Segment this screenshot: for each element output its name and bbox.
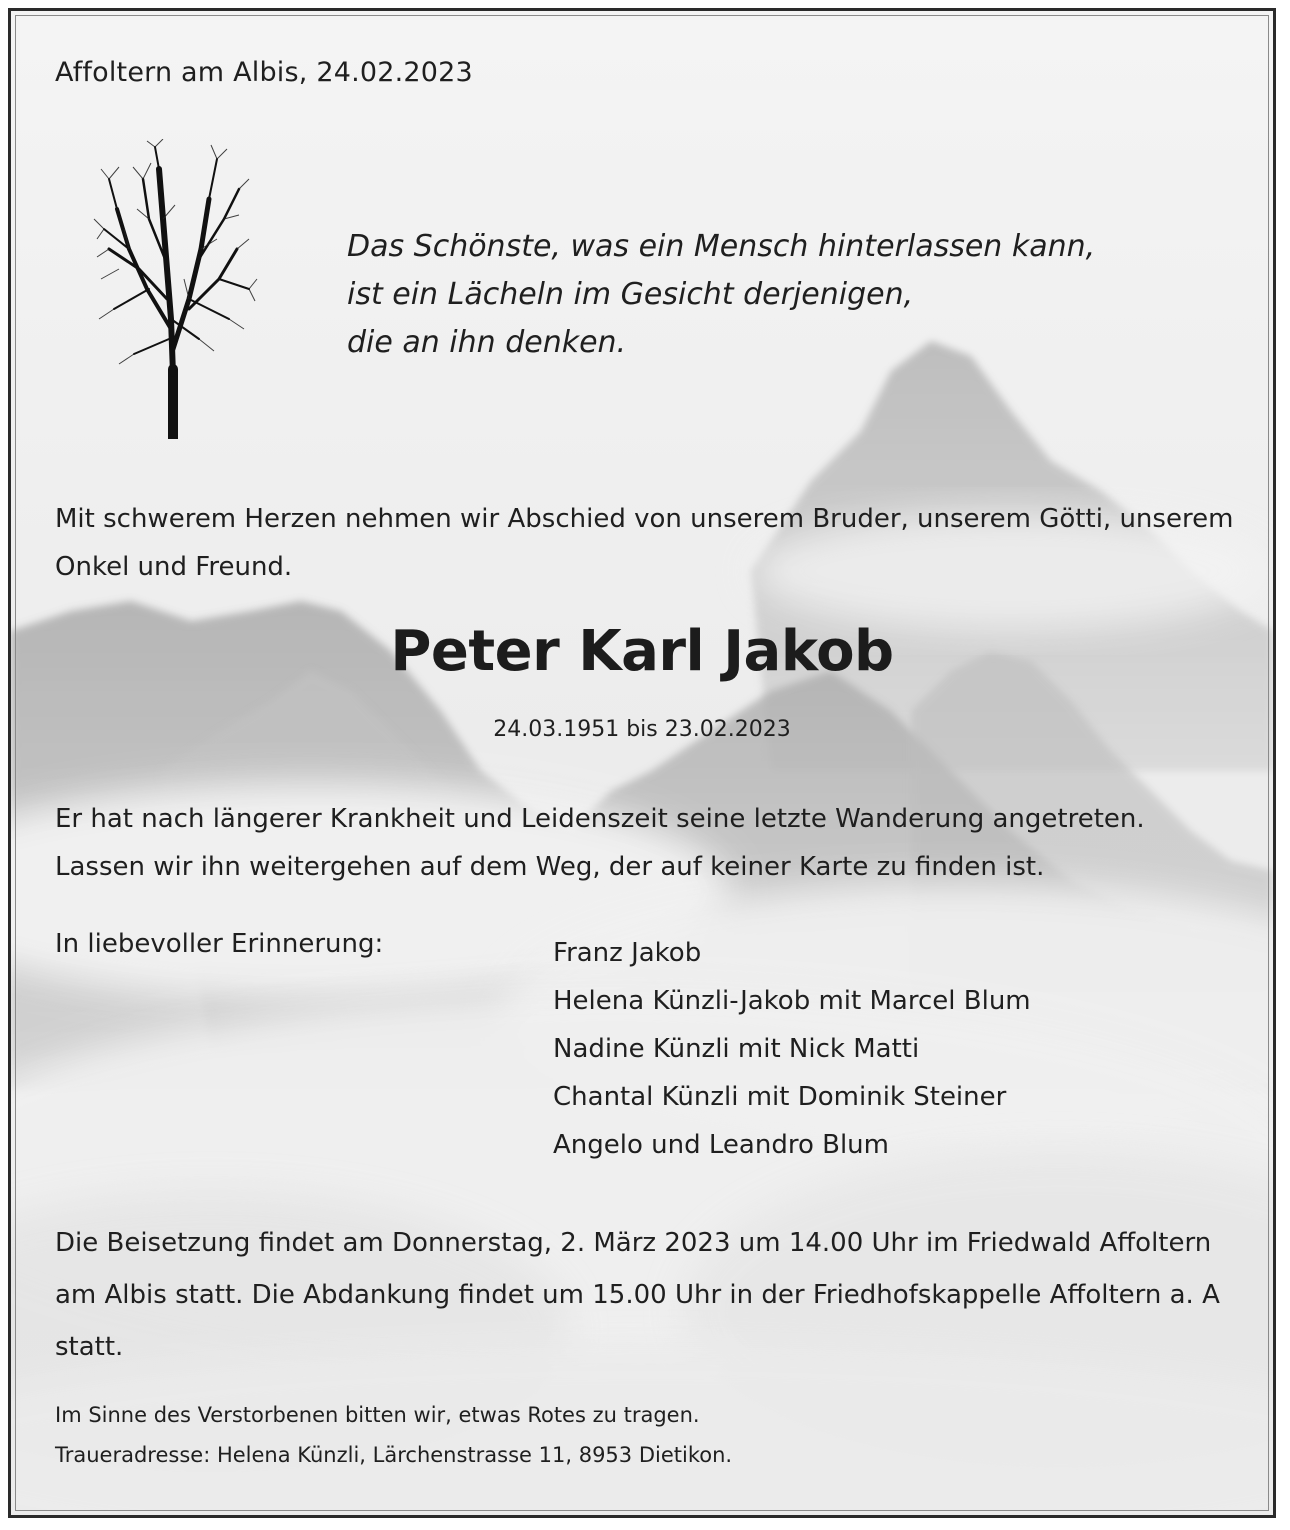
quote-line: die an ihn denken. — [347, 325, 627, 360]
place-date: Affoltern am Albis, 24.02.2023 — [55, 57, 473, 88]
tree-silhouette-icon — [89, 139, 259, 439]
funeral-line: am Albis statt. Die Abdankung findet um 15.00 Uhr in der Friedhofskappelle Affoltern a. A — [55, 1280, 1220, 1310]
mourner: Helena Künzli-Jakob mit Marcel Blum — [553, 986, 1031, 1016]
message-line: Lassen wir ihn weitergehen auf dem Weg, der auf keiner Karte zu finden ist. — [55, 852, 1045, 882]
funeral-line: statt. — [55, 1332, 124, 1362]
quote-line: Das Schönste, was ein Mensch hinterlassen kann, — [347, 229, 1096, 264]
mourner: Chantal Künzli mit Dominik Steiner — [553, 1082, 1007, 1112]
quote — [347, 223, 1095, 367]
quote-line: ist ein Lächeln im Gesicht derjenigen, — [347, 277, 914, 312]
intro-text: Mit schwerem Herzen nehmen wir Abschied von unserem Bruder, unserem Götti, unserem Onkel und Freund. — [55, 504, 1234, 582]
deceased-name: Peter Karl Jakob — [390, 619, 894, 684]
mourners-list — [553, 929, 1031, 1169]
mourner: Franz Jakob — [553, 938, 702, 968]
message — [55, 795, 1145, 891]
note-line: Traueradresse: Helena Künzli, Lärchenstrasse 11, 8953 Dietikon. — [55, 1443, 733, 1467]
funeral-line: Die Beisetzung findet am Donnerstag, 2. März 2023 um 14.00 Uhr im Friedwald Affoltern — [55, 1228, 1212, 1258]
message-line: Er hat nach längerer Krankheit und Leidenszeit seine letzte Wanderung angetreten. — [55, 804, 1145, 834]
funeral-info — [55, 1217, 1220, 1373]
life-dates: 24.03.1951 bis 23.02.2023 — [493, 717, 791, 742]
mourner: Angelo und Leandro Blum — [553, 1130, 889, 1160]
obituary-frame — [8, 8, 1276, 1518]
memory-label: In liebevoller Erinnerung: — [55, 929, 384, 959]
mourner: Nadine Künzli mit Nick Matti — [553, 1034, 920, 1064]
note-line: Im Sinne des Verstorbenen bitten wir, etwas Rotes zu tragen. — [55, 1403, 700, 1427]
notes — [55, 1395, 732, 1475]
